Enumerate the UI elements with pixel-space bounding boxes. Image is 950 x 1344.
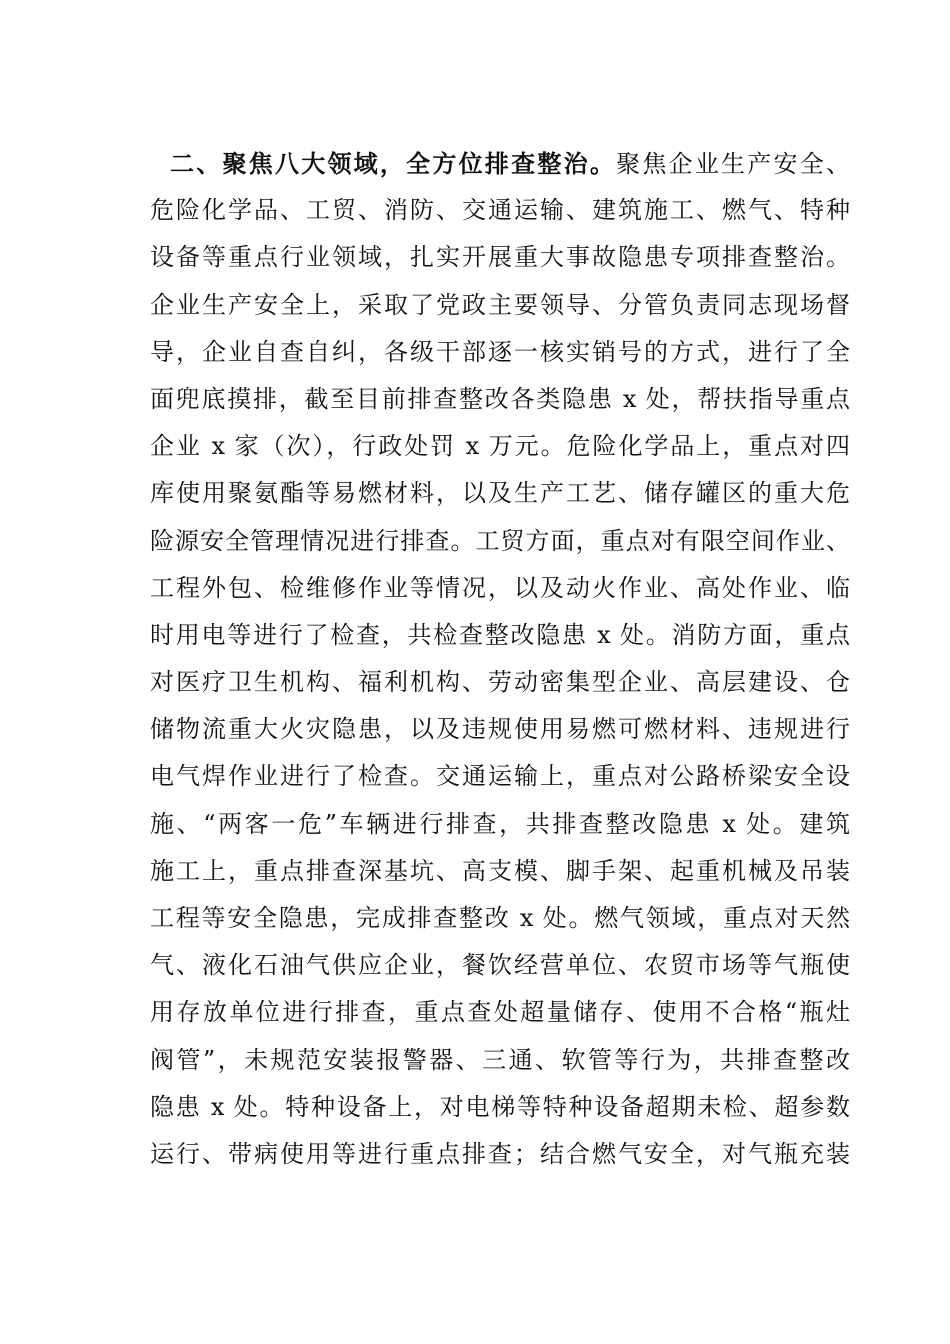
paragraph-line: 工程外包、检维修作业等情况，以及动火作业、高处作业、临: [150, 573, 850, 602]
first-line-text: 聚焦企业生产安全、: [616, 150, 850, 178]
paragraph-line: 用存放单位进行排查，重点查处超量储存、使用不合格“瓶灶: [150, 998, 850, 1027]
section-heading: 二、聚焦八大领域，全方位排查整治。: [170, 149, 617, 178]
body-paragraph: [150, 140, 850, 1178]
paragraph-line: 面兜底摸排，截至目前排查整改各类隐患 x 处，帮扶指导重点: [150, 384, 850, 413]
paragraph-line: 库使用聚氨酯等易燃材料，以及生产工艺、储存罐区的重大危: [150, 479, 850, 508]
paragraph-line: 阀管”，未规范安装报警器、三通、软管等行为，共排查整改: [150, 1045, 850, 1074]
paragraph-line: 时用电等进行了检查，共检查整改隐患 x 处。消防方面，重点: [150, 620, 850, 649]
paragraph-line: 企业生产安全上，采取了党政主要领导、分管负责同志现场督: [150, 290, 850, 319]
paragraph-line: 运行、带病使用等进行重点排查；结合燃气安全，对气瓶充装: [150, 1139, 850, 1168]
paragraph-line: 储物流重大火灾隐患，以及违规使用易燃可燃材料、违规进行: [150, 715, 850, 744]
paragraph-line: 气、液化石油气供应企业，餐饮经营单位、农贸市场等气瓶使: [150, 951, 850, 980]
paragraph-line-1: [150, 140, 850, 187]
paragraph-line: 危险化学品、工贸、消防、交通运输、建筑施工、燃气、特种: [150, 196, 850, 225]
paragraph-line: 施工上，重点排查深基坑、高支模、脚手架、起重机械及吊装: [150, 856, 850, 885]
paragraph-line: 施、“两客一危”车辆进行排查，共排查整改隐患 x 处。建筑: [150, 809, 850, 838]
paragraph-line: 隐患 x 处。特种设备上，对电梯等特种设备超期未检、超参数: [150, 1092, 850, 1121]
paragraph-line: 导，企业自查自纠，各级干部逐一核实销号的方式，进行了全: [150, 337, 850, 366]
paragraph-line: 企业 x 家（次），行政处罚 x 万元。危险化学品上，重点对四: [150, 432, 850, 461]
paragraph-line: 设备等重点行业领域，扎实开展重大事故隐患专项排查整治。: [150, 243, 850, 272]
paragraph-line: 工程等安全隐患，完成排查整改 x 处。燃气领域，重点对天然: [150, 904, 850, 932]
paragraph-line: 险源安全管理情况进行排查。工贸方面，重点对有限空间作业、: [150, 526, 850, 555]
paragraph-line: 电气焊作业进行了检查。交通运输上，重点对公路桥梁安全设: [150, 762, 850, 791]
paragraph-line: 对医疗卫生机构、福利机构、劳动密集型企业、高层建设、仓: [150, 668, 850, 697]
